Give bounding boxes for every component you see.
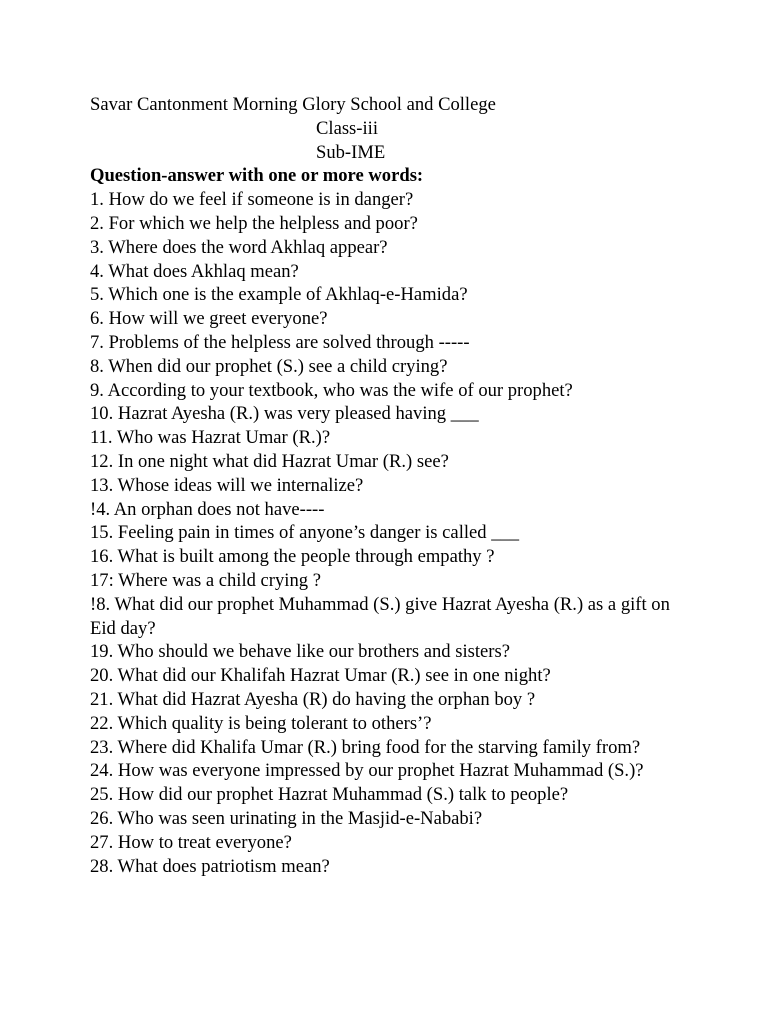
question-item: 20. What did our Khalifah Hazrat Umar (R.) see in one night?	[90, 665, 551, 687]
question-item: 10. Hazrat Ayesha (R.) was very pleased having ___	[90, 403, 479, 425]
question-item: 8. When did our prophet (S.) see a child crying?	[90, 355, 448, 377]
question-item: 1. How do we feel if someone is in danger?	[90, 189, 414, 211]
question-item: 6. How will we greet everyone?	[90, 308, 328, 330]
question-item: 11. Who was Hazrat Umar (R.)?	[90, 427, 331, 449]
question-item: 12. In one night what did Hazrat Umar (R.) see?	[90, 450, 449, 472]
question-item: 9. According to your textbook, who was the wife of our prophet?	[90, 379, 573, 401]
question-item: 7. Problems of the helpless are solved through -----	[90, 331, 470, 353]
question-item: 24. How was everyone impressed by our prophet Hazrat Muhammad (S.)?	[90, 760, 644, 782]
section-heading: Question-answer with one or more words:	[90, 165, 424, 187]
question-item: 19. Who should we behave like our brothers and sisters?	[90, 641, 510, 663]
class-label: Class-iii	[316, 117, 378, 139]
question-item: 25. How did our prophet Hazrat Muhammad (S.) talk to people?	[90, 784, 569, 806]
school-name: Savar Cantonment Morning Glory School and College	[90, 94, 496, 115]
question-item: 28. What does patriotism mean?	[90, 855, 330, 877]
question-item: 22. Which quality is being tolerant to others’?	[90, 712, 432, 734]
question-item: !4. An orphan does not have----	[90, 498, 325, 520]
question-item: 3. Where does the word Akhlaq appear?	[90, 236, 388, 258]
question-item: 26. Who was seen urinating in the Masjid-e-Nababi?	[90, 807, 483, 829]
question-item: !8. What did our prophet Muhammad (S.) give Hazrat Ayesha (R.) as a gift on Eid day?	[90, 593, 670, 639]
question-item: 21. What did Hazrat Ayesha (R) do having the orphan boy ?	[90, 688, 536, 710]
question-item: 27. How to treat everyone?	[90, 831, 292, 853]
question-item: 17: Where was a child crying ?	[90, 569, 321, 591]
question-item: 16. What is built among the people through empathy ?	[90, 546, 495, 568]
question-item: 15. Feeling pain in times of anyone’s danger is called ___	[90, 522, 520, 544]
question-item: 4. What does Akhlaq mean?	[90, 260, 299, 282]
question-item: 2. For which we help the helpless and poor?	[90, 212, 418, 234]
question-item: 5. Which one is the example of Akhlaq-e-Hamida?	[90, 284, 468, 306]
question-item: 23. Where did Khalifa Umar (R.) bring food for the starving family from?	[90, 736, 641, 758]
subject-label: Sub-IME	[316, 141, 386, 163]
question-item: 13. Whose ideas will we internalize?	[90, 474, 364, 496]
document-page	[90, 93, 690, 878]
